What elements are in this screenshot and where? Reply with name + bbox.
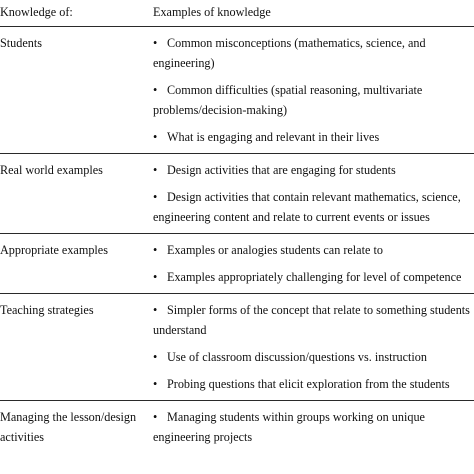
category-cell: Real world examples [0,163,103,177]
bullet-icon: • [153,190,158,204]
example-text-continuation: engineering projects [153,430,253,444]
example-text-line: Common misconceptions (mathematics, science, and [167,36,426,50]
column-header-examples: Examples of knowledge [153,5,271,19]
examples-cell [153,27,474,153]
example-text-line: Design activities that are engaging for students [167,163,396,177]
example-item [153,127,474,147]
example-item [153,160,474,180]
examples-cell [153,401,474,453]
examples-cell [153,234,474,293]
category-cell: Managing the lesson/design activities [0,410,137,444]
table-header [0,0,474,27]
column-header-knowledge: Knowledge of: [0,5,73,19]
table-row [0,154,474,234]
table-row [0,27,474,154]
example-text-line: Examples appropriately challenging for level of competence [167,270,462,284]
table-body [0,27,474,453]
bullet-icon: • [153,377,158,391]
example-item [153,347,474,367]
example-text-line: What is engaging and relevant in their lives [167,130,380,144]
example-text-line: Common difficulties (spatial reasoning, multivariate [167,83,423,97]
examples-cell [153,154,474,233]
example-text-line: Probing questions that elicit exploration from the students [167,377,450,391]
example-text-line: Managing students within groups working on unique [167,410,425,424]
example-text-continuation: problems/decision-making) [153,103,288,117]
example-text-line: Simpler forms of the concept that relate to something students [167,303,470,317]
example-item [153,80,474,120]
table-row [0,401,474,453]
category-cell: Teaching strategies [0,303,94,317]
example-item [153,187,474,227]
example-text-continuation: understand [153,323,207,337]
bullet-icon: • [153,83,158,97]
bullet-icon: • [153,243,158,257]
table-row [0,234,474,294]
example-item [153,374,474,394]
example-text-line: Design activities that contain relevant mathematics, science, [167,190,461,204]
category-cell: Students [0,36,42,50]
table-row [0,294,474,401]
bullet-icon: • [153,270,158,284]
bullet-icon: • [153,350,158,364]
example-item [153,407,474,447]
example-item [153,267,474,287]
example-item [153,33,474,73]
example-item [153,300,474,340]
examples-cell [153,294,474,400]
example-text-continuation: engineering content and relate to current events or issues [153,210,430,224]
example-text-line: Use of classroom discussion/questions vs. instruction [167,350,427,364]
bullet-icon: • [153,303,158,317]
bullet-icon: • [153,130,158,144]
example-text-continuation: engineering) [153,56,215,70]
bullet-icon: • [153,36,158,50]
bullet-icon: • [153,163,158,177]
category-cell: Appropriate examples [0,243,108,257]
example-item [153,240,474,260]
example-text-line: Examples or analogies students can relate to [167,243,383,257]
bullet-icon: • [153,410,158,424]
